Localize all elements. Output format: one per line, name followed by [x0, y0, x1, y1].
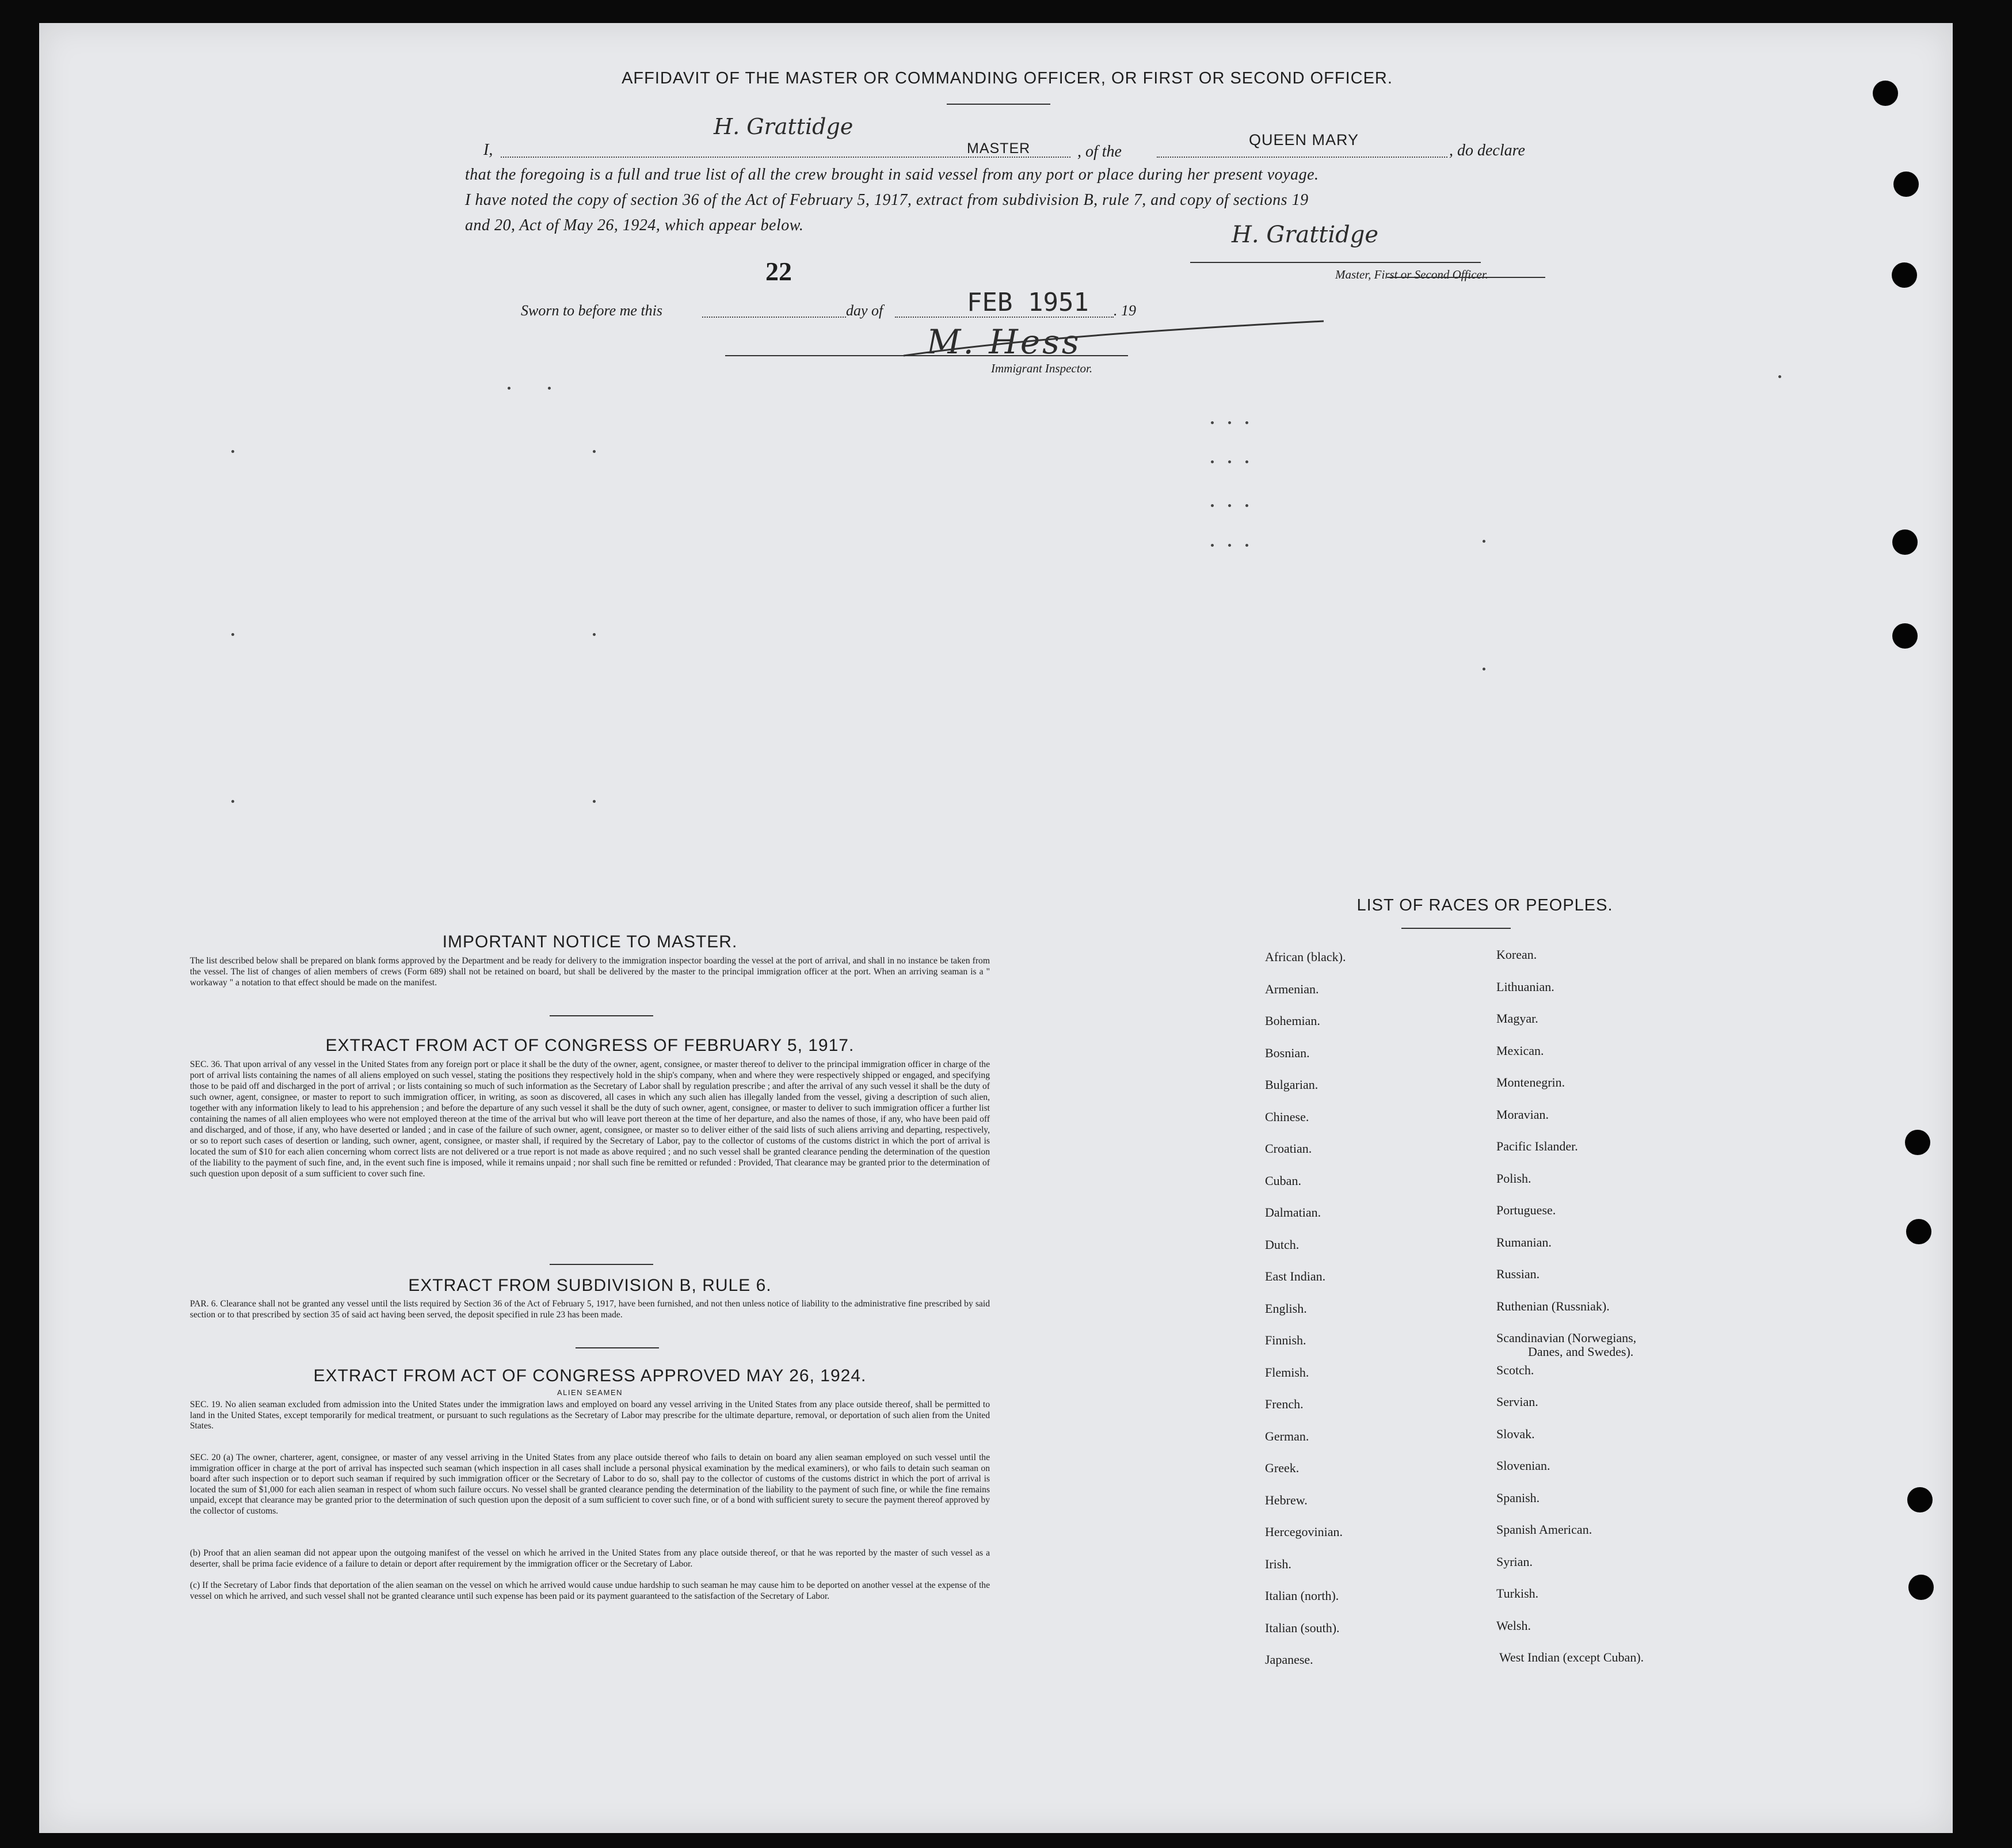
race-item: Servian. — [1496, 1394, 1538, 1409]
extract-1924-sec19: SEC. 19. No alien seaman excluded from admission into the United States under the immigration laws and employed on board any vessel arriving in the United States from any place outside thereof, shall be permitted to land in the United States, except temporarily for medical treatment, or pursuant to such regulations as the Secretary of Labor may prescribe for the ultimate departure, removal, or deportation of such alien from the United States. — [190, 1400, 990, 1431]
race-item: English. — [1265, 1301, 1307, 1316]
race-item: Bohemian. — [1265, 1013, 1320, 1028]
race-item: French. — [1265, 1397, 1304, 1411]
race-item: German. — [1265, 1429, 1309, 1443]
year-prefix: . 19 — [1114, 302, 1136, 319]
race-item: Russian. — [1496, 1267, 1540, 1281]
race-item: Rumanian. — [1496, 1235, 1552, 1249]
inspector-signature-flourish — [898, 315, 1335, 367]
race-item: Cuban. — [1265, 1173, 1301, 1188]
race-item: Slovenian. — [1496, 1458, 1550, 1473]
rule-6-title: EXTRACT FROM SUBDIVISION B, RULE 6. — [408, 1276, 772, 1295]
speck — [593, 450, 596, 453]
speck — [1778, 375, 1781, 378]
speck — [231, 450, 234, 453]
speck — [1228, 460, 1231, 463]
extract-1924-sec20c: (c) If the Secretary of Labor finds that deportation of the alien seaman on the vessel on which he arrived would cause undue hardship to such seaman he may cause him to be deported on another vessel at the expense of the vessel on which he arrived, and such vessel shall not be granted clearance until such expense has been paid or its payment guaranteed to the satisfaction of the Secretary of Labor. — [190, 1580, 990, 1601]
punch-hole — [1908, 1575, 1934, 1600]
day-of-label: day of — [846, 302, 883, 319]
extract-1917-title: EXTRACT FROM ACT OF CONGRESS OF FEBRUARY 5, 1917. — [325, 1036, 855, 1055]
speck — [1483, 540, 1485, 543]
punch-hole — [1892, 529, 1918, 555]
race-item: Dalmatian. — [1265, 1205, 1321, 1220]
master-signature-inline: H. Grattidge — [714, 114, 853, 139]
declaration-line-2: that the foregoing is a full and true list of all the crew brought in said vessel from any port or place during her present voyage. — [465, 166, 1319, 184]
punch-hole — [1892, 623, 1918, 649]
race-item: West Indian (except Cuban). — [1499, 1650, 1644, 1664]
punch-hole — [1905, 1130, 1930, 1155]
race-item: Welsh. — [1496, 1618, 1531, 1633]
speck — [1245, 460, 1248, 463]
speck — [231, 800, 234, 803]
extract-1917-text: SEC. 36. That upon arrival of any vessel in the United States from any foreign port or place it shall be the duty of the owner, agent, consignee, or master thereof to deliver to the principal immigration officer in charge of the port of arrival lists containing the names of all aliens employed on such vessel, stating the positions they respectively hold in the ship's company, when and where they were respectively shipped or engaged, and specifying those to be paid off and discharged in the port of arrival ; or lists containing so much of such information as the Secretary of Labor shall by regulation prescribe ; and after the arrival of any such vessel it shall be the duty of such owner, agent, consignee, or master to report to such immigration officer, in writing, as soon as discovered, all cases in which any such alien has illegally landed from the vessel, giving a description of such alien, together with any information likely to lead to his apprehension ; and before the departure of any such vessel it shall be the duty of such owner, agent, consignee, or master to deliver to such immigration officer a further list containing the names of all alien employees who were not employed thereon at the time of the arrival but who will leave port thereon at the time of her departure, and also the names of those, if any, who have been paid off and discharged, and of those, if any, who have deserted or landed ; and in case of the failure of such owner, agent, consignee, or master so to deliver either of the said lists of such aliens arriving and departing, respectively, or so to report such cases of desertion or landing, such owner, agent, consignee, or master shall, if required by the Secretary of Labor, pay to the collector of customs of the customs district in which the port of arrival is located the sum of $10 for each alien concerning whom correct lists are not delivered or a true report is not made as above required ; and no such vessel shall be granted clearance pending the determination of the question of the liability to the payment of such fine, and, in the event such fine is imposed, while it remains unpaid ; nor shall such fine be remitted or refunded : Provided, That clearance may be granted prior to the determination of such question upon deposit of a sum sufficient to cover such fine. — [190, 1060, 990, 1179]
race-item: Magyar. — [1496, 1011, 1538, 1026]
extract-1924-title: EXTRACT FROM ACT OF CONGRESS APPROVED MAY 26, 1924. — [313, 1366, 867, 1385]
of-the-label: , of the — [1077, 143, 1122, 161]
race-item: Greek. — [1265, 1461, 1300, 1475]
vessel-name: QUEEN MARY — [1249, 131, 1359, 148]
date-stamp: FEB 1951 — [967, 288, 1089, 317]
race-item: African (black). — [1265, 950, 1346, 964]
inspector-signature: M. Hess — [927, 322, 1081, 361]
race-item: Spanish American. — [1496, 1522, 1592, 1537]
race-item: Hercegovinian. — [1265, 1525, 1343, 1539]
notice-text: The list described below shall be prepared on blank forms approved by the Department and be ready for delivery to the immigration inspector boarding the vessel at the port of arrival, and shall in no instance be taken from the vessel. The list of changes of alien members of crews (Form 689) shall not be retained on board, but shall be delivered by the master to the principal immigration officer at the port. When an arriving seaman is a " workaway " a notation to that effect should be made on the manifest. — [190, 956, 990, 988]
race-item: East Indian. — [1265, 1269, 1326, 1283]
race-item: Japanese. — [1265, 1652, 1313, 1667]
master-signature: H. Grattidge — [1232, 222, 1379, 248]
master-signature-caption: Master, First or Second Officer. — [1335, 268, 1488, 281]
speck — [231, 633, 234, 636]
speck — [593, 800, 596, 803]
notice-divider — [550, 1015, 653, 1016]
race-item: Croatian. — [1265, 1141, 1312, 1156]
speck — [548, 387, 551, 390]
speck — [1228, 421, 1231, 424]
punch-hole — [1892, 262, 1917, 288]
race-item: Scotch. — [1496, 1363, 1534, 1377]
inspector-caption: Immigrant Inspector. — [991, 361, 1093, 375]
notice-title: IMPORTANT NOTICE TO MASTER. — [442, 932, 738, 951]
declaration-line-4: and 20, Act of May 26, 1924, which appear below. — [465, 216, 804, 234]
speck — [1211, 421, 1214, 424]
vessel-field-line — [1157, 157, 1447, 158]
race-item: Spanish. — [1496, 1491, 1540, 1505]
punch-hole — [1907, 1487, 1933, 1512]
title-underline — [947, 104, 1050, 105]
speck — [1245, 544, 1248, 547]
races-title: LIST OF RACES OR PEOPLES. — [1356, 896, 1613, 915]
race-item: Italian (south). — [1265, 1621, 1340, 1635]
race-item: Moravian. — [1496, 1107, 1549, 1122]
rank-value: MASTER — [967, 140, 1031, 157]
race-item: Bulgarian. — [1265, 1077, 1319, 1092]
affidavit-title: AFFIDAVIT OF THE MASTER OR COMMANDING OFFICER, OR FIRST OR SECOND OFFICER. — [622, 69, 1393, 87]
inspector-signature-line — [725, 355, 1128, 356]
race-item: Chinese. — [1265, 1110, 1309, 1124]
day-field-line — [702, 317, 846, 318]
race-item: Dutch. — [1265, 1237, 1300, 1252]
race-item: Pacific Islander. — [1496, 1139, 1578, 1153]
race-item: Irish. — [1265, 1557, 1291, 1571]
race-item: Armenian. — [1265, 982, 1319, 996]
speck — [1228, 544, 1231, 547]
race-item: Mexican. — [1496, 1043, 1544, 1058]
struck-caption-line — [1387, 277, 1545, 278]
race-item: Syrian. — [1496, 1554, 1533, 1569]
race-item: Montenegrin. — [1496, 1075, 1565, 1089]
race-item: Scandinavian (Norwegians, — [1496, 1331, 1637, 1345]
race-item: Finnish. — [1265, 1333, 1306, 1347]
rule-6-divider — [576, 1347, 659, 1348]
speck — [1245, 504, 1248, 507]
declaration-line-3: I have noted the copy of section 36 of the Act of February 5, 1917, extract from subdivision B, rule 7, and copy of sections 19 — [465, 191, 1309, 209]
speck — [1245, 421, 1248, 424]
race-item: Flemish. — [1265, 1365, 1309, 1380]
speck — [508, 387, 510, 390]
speck — [1211, 460, 1214, 463]
race-item: Slovak. — [1496, 1427, 1535, 1441]
race-item: Portuguese. — [1496, 1203, 1556, 1217]
rule-6-text: PAR. 6. Clearance shall not be granted any vessel until the lists required by Section 36 of the Act of February 5, 1917, have been furnished, and not then unless notice of liability to the administrative fine prescribed by said section or to that prescribed by section 35 of said act having been served, the deposit specified in rule 23 has been made. — [190, 1299, 990, 1320]
speck — [1483, 668, 1485, 670]
extract-1917-divider — [550, 1264, 653, 1265]
race-item: Lithuanian. — [1496, 980, 1554, 994]
sworn-day: 22 — [765, 257, 792, 286]
speck — [1211, 544, 1214, 547]
sworn-label: Sworn to before me this — [521, 302, 663, 319]
race-item: Ruthenian (Russniak). — [1496, 1299, 1610, 1313]
race-item: Italian (north). — [1265, 1588, 1339, 1603]
race-item-continuation: Danes, and Swedes). — [1528, 1344, 1634, 1359]
alien-seamen-subtitle: ALIEN SEAMEN — [557, 1388, 623, 1397]
master-signature-line — [1190, 262, 1481, 263]
race-item: Korean. — [1496, 947, 1537, 962]
speck — [1211, 504, 1214, 507]
declaration-i: I, — [483, 141, 493, 159]
race-item: Turkish. — [1496, 1586, 1539, 1601]
speck — [1228, 504, 1231, 507]
punch-hole — [1893, 172, 1919, 197]
race-item: Bosnian. — [1265, 1046, 1310, 1060]
race-item: Hebrew. — [1265, 1493, 1308, 1507]
punch-hole — [1906, 1219, 1931, 1244]
race-item: Polish. — [1496, 1171, 1531, 1186]
races-underline — [1401, 928, 1511, 929]
extract-1924-sec20b: (b) Proof that an alien seaman did not appear upon the outgoing manifest of the vessel on which he arrived in the United States from any place outside thereof, or that he was reported by the master of such vessel as a deserter, shall be prima facie evidence of a failure to detain or deport after requirement by the immigration officer or the Secretary of Labor. — [190, 1548, 990, 1569]
extract-1924-sec20a: SEC. 20 (a) The owner, charterer, agent, consignee, or master of any vessel arriving in the United States from any place outside thereof who fails to detain on board any alien seaman employed on such vessel until the immigration officer in charge at the port of arrival has inspected such seaman (which inspection in all cases shall include a personal physical examination by the medical examiners), or who fails to detain such seaman on board after such inspection or to deport such seaman if required by such immigration officer or the Secretary of Labor to do so, shall pay to the collector of customs of the customs district in which the port of arrival is located the sum of $1,000 for each alien seaman in respect of whom such failure occurs. No vessel shall be granted clearance pending the determination of the liability to the payment of such fine, or while the fine remains unpaid, except that clearance may be granted prior to the determination of such question upon the deposit of a sum sufficient to cover such fine, or of a bond with sufficient surety to secure the payment thereof approved by the collector of customs. — [190, 1453, 990, 1516]
do-declare-label: , do declare — [1449, 142, 1525, 159]
punch-hole — [1873, 81, 1898, 106]
speck — [593, 633, 596, 636]
